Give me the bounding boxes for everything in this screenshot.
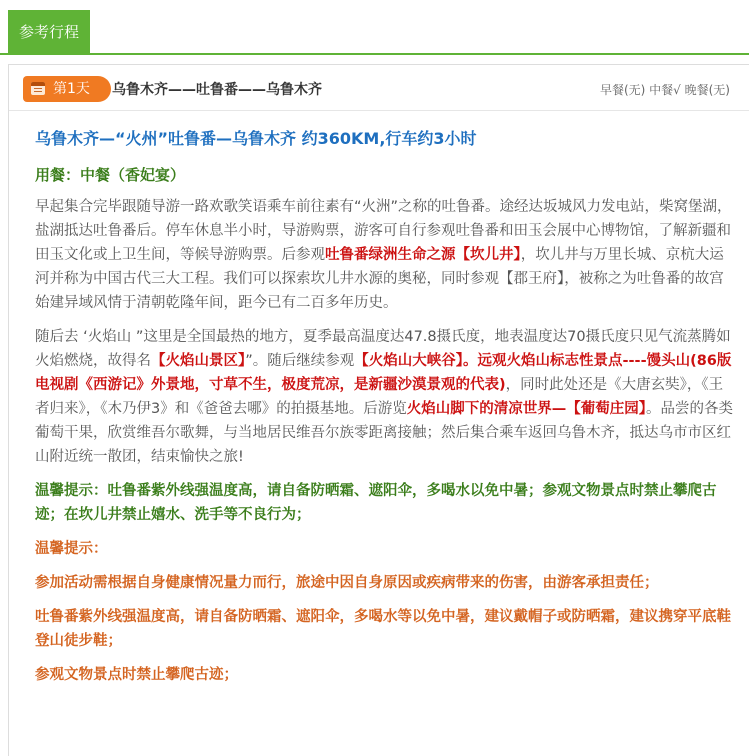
text-segment: 随后去 ‘火焰山 ”这里是全国最热的地方，夏季最高温度达47.8摄氏度，地表温度达70摄氏度只见气流蒸腾如火焰燃烧，故得名	[35, 329, 731, 369]
itinerary-body	[35, 125, 735, 697]
tip-item: 参加活动需根据自身健康情况量力而行，旅途中因自身原因或疾病带来的伤害，由游客承担责任；	[35, 575, 659, 591]
itinerary-card	[8, 64, 749, 756]
day-header	[9, 65, 749, 111]
dining-info: 用餐：中餐（香妃宴）	[35, 166, 186, 184]
text-segment: ”。随后继续参观	[245, 353, 355, 369]
text-segment: 早起集合完毕跟随导游一路欢歌笑语乘车前往素有“火洲”之称的吐鲁番。途经达坂城风力发电站，柴窝堡湖，盐湖抵达吐鲁番后。停车休息半小时，导游购票，游客可自行参观吐鲁番和田玉会展中心博物馆，了解新疆和田玉文化或上卫生间，等候导游购票。后参观	[35, 199, 732, 263]
calendar-icon	[31, 82, 45, 95]
day-label: 第1天	[53, 81, 90, 97]
highlight-grand-canyon: 【火焰山大峡谷】。远观火焰山标志性景点----馒头山(86版电视剧《西游记》外景地，寸草不生，极度荒凉，是新疆沙漠景观的代表)	[35, 353, 732, 393]
text-segment: ，同时此处还是《大唐玄奘》，《王者归来》，《木乃伊3》和《爸爸去哪》的拍摄基地。后游览	[35, 377, 724, 417]
tab-reference-itinerary[interactable]: 参考行程	[8, 10, 90, 55]
highlight-flaming-mountain: 【火焰山景区】	[151, 353, 246, 369]
tip-item: 参观文物景点时禁止攀爬古迹；	[35, 667, 238, 683]
description-paragraph-2	[35, 325, 735, 469]
warm-tip-summary: 温馨提示：吐鲁番紫外线强温度高，请自备防晒霜、遮阳伞，多喝水以免中暑；参观文物景点时禁止攀爬古迹；在坎儿井禁止嬉水、洗手等不良行为；	[35, 483, 717, 523]
itinerary-title: 乌鲁木齐—“火州”吐鲁番—乌鲁木齐 约360KM,行车约3小时	[35, 129, 477, 148]
meals-info: 早餐(无) 中餐√ 晚餐(无)	[599, 83, 730, 97]
tip-item: 吐鲁番紫外线强温度高，请自备防晒霜、遮阳伞，多喝水等以免中暑，建议戴帽子或防晒霜，建议携穿平底鞋登山徒步鞋；	[35, 609, 731, 649]
text-segment: ，坎儿井与万里长城、京杭大运河并称为中国古代三大工程。我们可以探索坎儿井水源的奥秘，同时参观【郡王府】，被称之为吐鲁番的故宫始建异域风情于清朝乾隆年间，距今已有二百多年历史。	[35, 247, 724, 311]
day-badge	[23, 76, 111, 102]
highlight-karez: 吐鲁番绿洲生命之源【坎儿井】	[325, 247, 521, 263]
tab-bar	[0, 0, 749, 55]
day-route: 乌鲁木齐——吐鲁番——乌鲁木齐	[112, 82, 322, 98]
highlight-grape-valley: 火焰山脚下的清凉世界—【葡萄庄园】	[406, 401, 646, 417]
tips-heading: 温馨提示：	[35, 541, 108, 557]
text-segment: 。品尝的各类葡萄干果，欣赏维吾尔歌舞，与当地居民维吾尔族零距离接触；然后集合乘车返回乌鲁木齐，抵达乌市市区红山附近统一散团，结束愉快之旅!	[35, 401, 733, 465]
description-paragraph-1	[35, 195, 735, 315]
